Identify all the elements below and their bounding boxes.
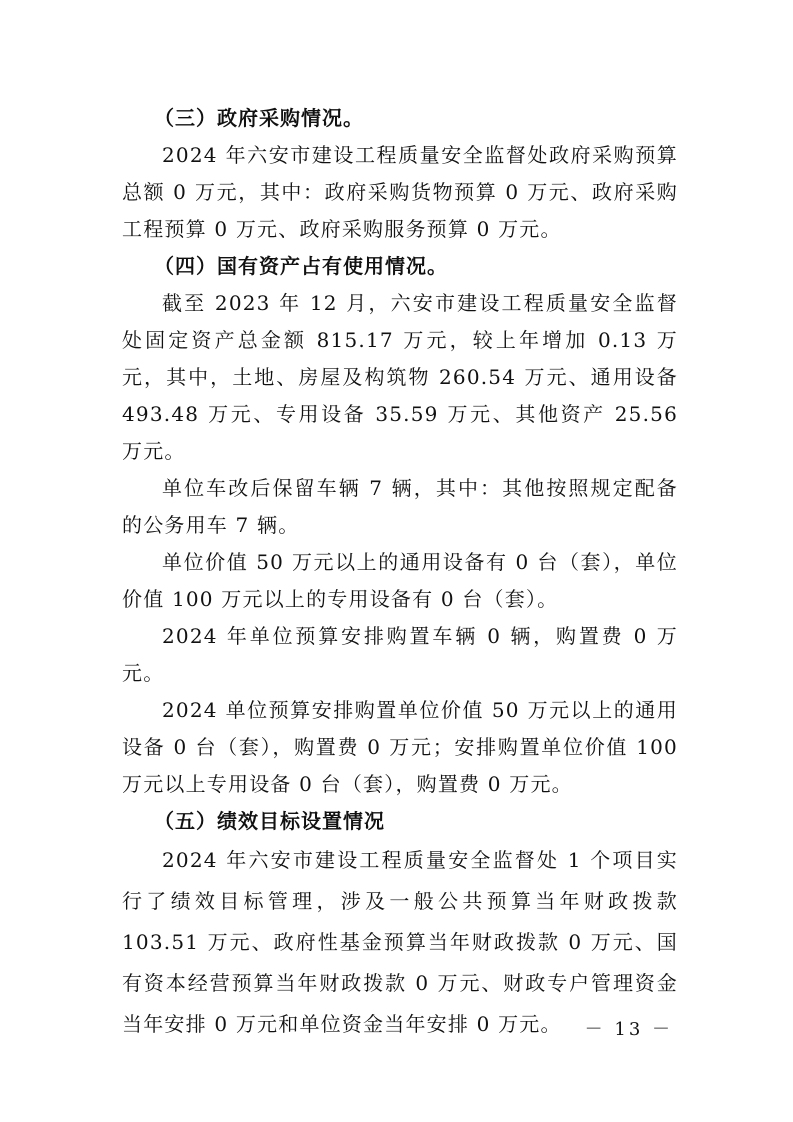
page-number: － 13 －: [584, 1019, 673, 1040]
section-heading-state-assets: （四）国有资产占有使用情况。: [154, 254, 448, 278]
section-heading-procurement: （三）政府采购情况。: [154, 106, 364, 130]
paragraph-procurement: 2024 年六安市建设工程质量安全监督处政府采购预算总额 0 万元，其中：政府采购货物预算 0 万元、政府采购工程预算 0 万元、政府采购服务预算 0 万元。: [122, 143, 678, 241]
paragraph-high-value-equipment: 单位价值 50 万元以上的通用设备有 0 台（套），单位价值 100 万元以上的专用设备有 0 台（套）。: [122, 550, 678, 611]
paragraph-vehicles: 单位车改后保留车辆 7 辆，其中：其他按照规定配备的公务用车 7 辆。: [122, 476, 678, 537]
paragraph-vehicle-purchase: 2024 年单位预算安排购置车辆 0 辆，购置费 0 万元。: [122, 624, 678, 685]
section-heading-performance-goals: （五）绩效目标设置情况: [154, 809, 385, 833]
paragraph-fixed-assets: 截至 2023 年 12 月，六安市建设工程质量安全监督处固定资产总金额 815.17 万元，较上年增加 0.13 万元，其中，土地、房屋及构筑物 260.54 万元、通用设备 493.48 万元、专用设备 35.59 万元、其他资产 25.56 万元。: [122, 291, 678, 463]
paragraph-performance-goals: 2024 年六安市建设工程质量安全监督处 1 个项目实行了绩效目标管理，涉及一般公共预算当年财政拨款 103.51 万元、政府性基金预算当年财政拨款 0 万元、国有资本经营预算当年财政拨款 0 万元、财政专户管理资金当年安排 0 万元和单位资金当年安排 0 万元。: [122, 848, 678, 1036]
document-body: [122, 100, 678, 1045]
paragraph-equipment-purchase: 2024 单位预算安排购置单位价值 50 万元以上的通用设备 0 台（套），购置费 0 万元；安排购置单位价值 100 万元以上专用设备 0 台（套），购置费 0 万元。: [122, 698, 678, 796]
